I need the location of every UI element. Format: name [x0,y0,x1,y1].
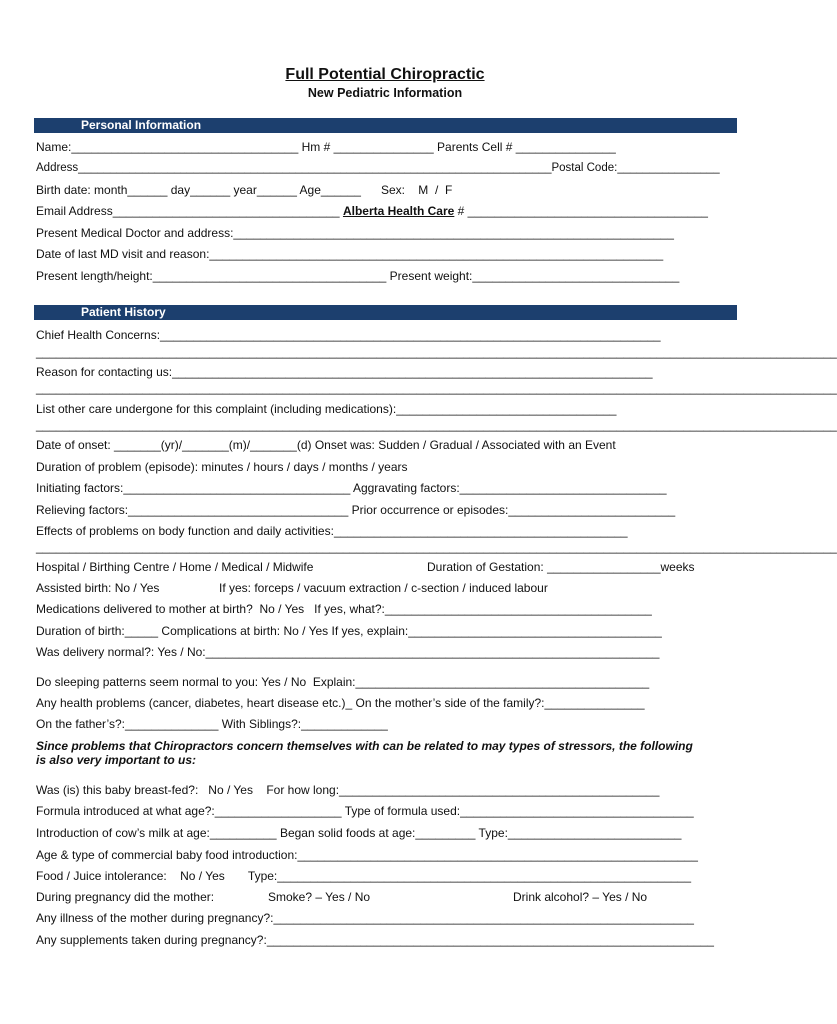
cows-milk-field-line[interactable]: Introduction of cow’s milk at age:__________ Began solid foods at age:_________ Type:__________________________ [36,826,682,840]
baby-food-field-line[interactable]: Age & type of commercial baby food introduction:____________________________________________________________ [36,848,698,862]
initiating-factors-field-line[interactable]: Initiating factors:__________________________________ Aggravating factors:_______________________________ [36,481,667,495]
email-label: Email Address__________________________________ [36,204,343,218]
page-title: Full Potential Chiropractic [285,66,485,83]
blank-answer-line[interactable]: ________________________________________________________________________________________________________________________ [36,345,837,359]
last-md-visit-field-line[interactable]: Date of last MD visit and reason:____________________________________________________________________ [36,247,664,261]
birth-place-options[interactable]: Hospital / Birthing Centre / Home / Medical / Midwife [36,560,314,574]
blank-answer-line[interactable]: ________________________________________________________________________________________________________________________ [36,381,837,395]
birth-duration-field-line[interactable]: Duration of birth:_____ Complications at birth: No / Yes If yes, explain:______________________________________ [36,624,662,638]
chief-concerns-field-line[interactable]: Chief Health Concerns:___________________________________________________________________________ [36,328,661,342]
section-header-personal: Personal Information [34,118,737,133]
breast-fed-field-line[interactable]: Was (is) this baby breast-fed?: No / Yes For how long:________________________________________________ [36,783,660,797]
pregnancy-supplements-field-line[interactable]: Any supplements taken during pregnancy?:___________________________________________________________________ [36,933,714,947]
smoke-options[interactable]: Smoke? – Yes / No [268,890,371,904]
pregnancy-illness-field-line[interactable]: Any illness of the mother during pregnancy?:_______________________________________________________________ [36,911,694,925]
alcohol-options[interactable]: Drink alcohol? – Yes / No [513,890,648,904]
father-siblings-field-line[interactable]: On the father’s?:______________ With Siblings?:_____________ [36,717,388,731]
sleeping-patterns-field-line[interactable]: Do sleeping patterns seem normal to you: Yes / No Explain:____________________________________________ [36,675,650,689]
section-header-history: Patient History [34,305,737,320]
assisted-birth-options[interactable]: Assisted birth: No / Yes [36,581,160,595]
health-care-number-field[interactable]: # ____________________________________ [454,204,708,218]
duration-field-line[interactable]: Duration of problem (episode): minutes / hours / days / months / years [36,460,408,474]
alberta-health-care-label: Alberta Health Care [342,204,455,218]
address-field-line[interactable]: Address__________________________________________________________________________Postal Code:________________ [36,162,720,174]
effects-field-line[interactable]: Effects of problems on body function and daily activities:____________________________________________ [36,524,628,538]
reason-contact-field-line[interactable]: Reason for contacting us:________________________________________________________________________ [36,365,653,379]
formula-field-line[interactable]: Formula introduced at what age?:___________________ Type of formula used:___________________________________ [36,804,694,818]
delivery-normal-field-line[interactable]: Was delivery normal?: Yes / No:____________________________________________________________________ [36,645,660,659]
stressors-note: Since problems that Chiropractors concern themselves with can be related to may types of stressors, the following is also very important to us: [36,739,693,767]
food-intolerance-field-line[interactable]: Food / Juice intolerance: No / Yes Type:______________________________________________________________ [36,869,692,883]
onset-field-line[interactable]: Date of onset: _______(yr)/_______(m)/_______(d) Onset was: Sudden / Gradual / Associated with an Event [36,438,616,452]
gestation-field[interactable]: Duration of Gestation: _________________weeks [427,560,695,574]
relieving-factors-field-line[interactable]: Relieving factors:_________________________________ Prior occurrence or episodes:_________________________ [36,503,676,517]
birth-date-field-line[interactable]: Birth date: month______ day______ year______ Age______ Sex: M / F [36,183,453,197]
length-weight-field-line[interactable]: Present length/height:___________________________________ Present weight:_______________________________ [36,269,680,283]
assisted-birth-type-options[interactable]: If yes: forceps / vacuum extraction / c-section / induced labour [219,581,548,595]
health-problems-field-line[interactable]: Any health problems (cancer, diabetes, heart disease etc.)_ On the mother’s side of the family?:_______________ [36,696,645,710]
birth-medications-field-line[interactable]: Medications delivered to mother at birth? No / Yes If yes, what?:________________________________________ [36,602,652,616]
page-subtitle: New Pediatric Information [307,86,463,100]
blank-answer-line[interactable]: ________________________________________________________________________________________________________________________ [36,418,837,432]
pregnancy-label: During pregnancy did the mother: [36,890,215,904]
medical-doctor-field-line[interactable]: Present Medical Doctor and address:__________________________________________________________________ [36,226,674,240]
other-care-field-line[interactable]: List other care undergone for this complaint (including medications):_________________________________ [36,402,617,416]
name-field-line[interactable]: Name:__________________________________ Hm # _______________ Parents Cell # _______________ [36,140,616,154]
email-field-line[interactable] [36,204,708,218]
blank-answer-line[interactable]: ________________________________________________________________________________________________________________________ [36,540,837,554]
